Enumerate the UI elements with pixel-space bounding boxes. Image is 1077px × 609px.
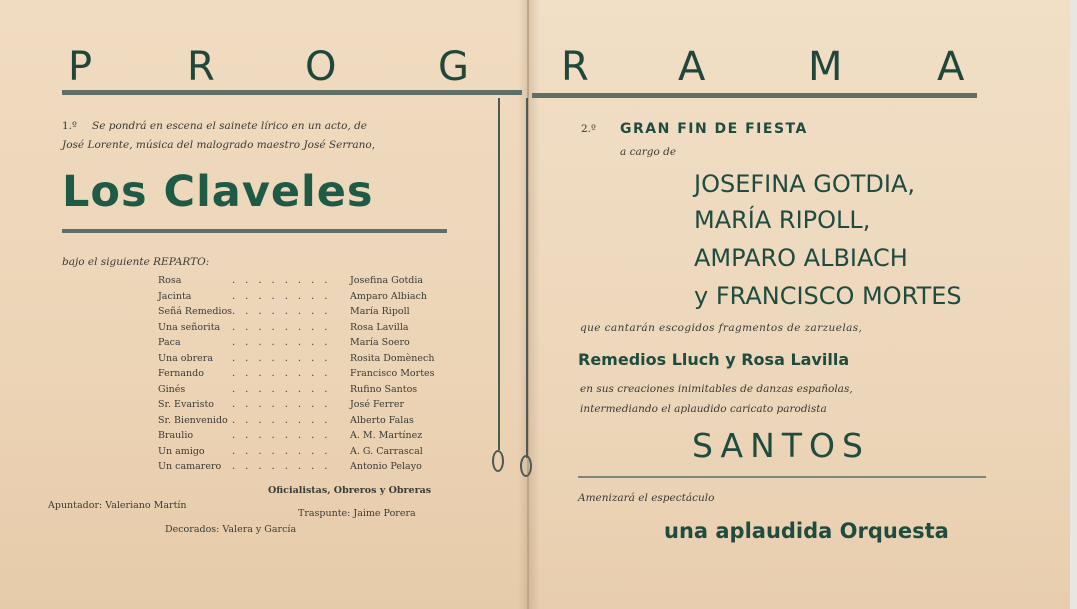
title-letter: M bbox=[808, 44, 843, 90]
decorative-string bbox=[526, 98, 528, 458]
intro-line: Se pondrá en escena el sainete lírico en un acto, de bbox=[92, 120, 368, 132]
cast-actor: Rosa Lavilla bbox=[350, 322, 409, 333]
performer-name: AMPARO ALBIACH bbox=[694, 244, 908, 272]
cast-role: Una señorita bbox=[158, 322, 221, 333]
cast-role: Un camarero bbox=[158, 461, 222, 472]
cast-leader-dots: ........ bbox=[232, 306, 338, 317]
bottom-rule bbox=[578, 476, 986, 478]
title-letter: P bbox=[68, 44, 93, 90]
decorative-string bbox=[498, 98, 500, 450]
decorative-loop bbox=[492, 450, 504, 472]
performer-name: JOSEFINA GOTDIA, bbox=[694, 170, 916, 198]
cast-role: Sr. Evaristo bbox=[158, 399, 215, 410]
cast-actor: A. M. Martínez bbox=[350, 430, 423, 441]
a-cargo-de: a cargo de bbox=[620, 146, 677, 158]
cast-actor: María Ripoll bbox=[350, 306, 410, 317]
title-letter: A bbox=[937, 44, 965, 90]
cast-role: Fernando bbox=[158, 368, 204, 379]
cast-role: Sr. Bienvenido bbox=[158, 415, 228, 426]
cast-leader-dots: ........ bbox=[232, 275, 338, 286]
cast-leader-dots: ........ bbox=[232, 446, 338, 457]
ensemble-line: Oficialistas, Obreros y Obreras bbox=[268, 485, 432, 496]
cast-leader-dots: ........ bbox=[232, 384, 338, 395]
title-underline bbox=[62, 229, 447, 233]
cast-actor: Rufino Santos bbox=[350, 384, 418, 395]
cast-role: Jacinta bbox=[158, 291, 192, 302]
danzas-line: en sus creaciones inimitables de danzas españolas, bbox=[580, 383, 853, 395]
cast-actor: José Ferrer bbox=[350, 399, 404, 410]
cast-actor: A. G. Carrascal bbox=[350, 446, 423, 457]
title-letter: R bbox=[561, 44, 589, 90]
cast-leader-dots: ........ bbox=[232, 461, 338, 472]
cast-actor: Francisco Mortes bbox=[350, 368, 435, 379]
cast-actor: Alberto Falas bbox=[350, 415, 414, 426]
cast-actor: Rosita Domènech bbox=[350, 353, 435, 364]
cast-actor: Amparo Albiach bbox=[350, 291, 428, 302]
cast-role: Braulio bbox=[158, 430, 194, 441]
cast-leader-dots: ........ bbox=[232, 291, 338, 302]
title-letter: A bbox=[678, 44, 706, 90]
intro-line: José Lorente, música del malogrado maestro José Serrano, bbox=[62, 139, 376, 151]
zarzuelas-line: que cantarán escogidos fragmentos de zarzuelas, bbox=[580, 322, 863, 334]
intro-number: 1.º bbox=[62, 120, 77, 132]
traspunte-credit: Traspunte: Jaime Porera bbox=[298, 508, 416, 519]
remedios-line: Remedios Lluch y Rosa Lavilla bbox=[578, 350, 850, 369]
performer-name: MARÍA RIPOLL, bbox=[694, 206, 871, 234]
cast-role: Señá Remedios bbox=[158, 306, 233, 317]
cast-leader-dots: ........ bbox=[232, 415, 338, 426]
cast-actor: María Soero bbox=[350, 337, 410, 348]
cast-role: Ginés bbox=[158, 384, 186, 395]
cast-leader-dots: ........ bbox=[232, 399, 338, 410]
cast-leader-dots: ........ bbox=[232, 322, 338, 333]
cast-intro: bajo el siguiente REPARTO: bbox=[62, 256, 210, 268]
cast-leader-dots: ........ bbox=[232, 337, 338, 348]
amenizara-line: Amenizará el espectáculo bbox=[578, 492, 715, 504]
cast-actor: Antonio Pelayo bbox=[350, 461, 422, 472]
santos-name: SANTOS bbox=[692, 426, 870, 465]
cast-leader-dots: ........ bbox=[232, 353, 338, 364]
cast-leader-dots: ........ bbox=[232, 430, 338, 441]
parodista-line: intermediando el aplaudido caricato parodista bbox=[580, 403, 827, 415]
cast-leader-dots: ........ bbox=[232, 368, 338, 379]
title-letter: G bbox=[438, 44, 469, 90]
title-letter: R bbox=[187, 44, 215, 90]
cast-actor: Josefina Gotdia bbox=[350, 275, 424, 286]
fin-de-fiesta-heading: GRAN FIN DE FIESTA bbox=[620, 121, 808, 137]
header-rule-left bbox=[62, 90, 522, 95]
decorados-credit: Decorados: Valera y García bbox=[165, 524, 297, 535]
decorative-loop bbox=[520, 455, 532, 477]
cast-role: Rosa bbox=[158, 275, 182, 286]
section-number: 2.º bbox=[581, 123, 596, 135]
apuntador-credit: Apuntador: Valeriano Martín bbox=[48, 500, 187, 511]
play-title: Los Claveles bbox=[62, 167, 374, 217]
orquesta-line: una aplaudida Orquesta bbox=[664, 519, 949, 543]
cast-role: Una obrera bbox=[158, 353, 213, 364]
header-rule-right bbox=[532, 93, 977, 98]
cast-role: Paca bbox=[158, 337, 181, 348]
title-letter: O bbox=[305, 44, 337, 90]
cast-role: Un amigo bbox=[158, 446, 205, 457]
performer-name: y FRANCISCO MORTES bbox=[694, 282, 962, 310]
